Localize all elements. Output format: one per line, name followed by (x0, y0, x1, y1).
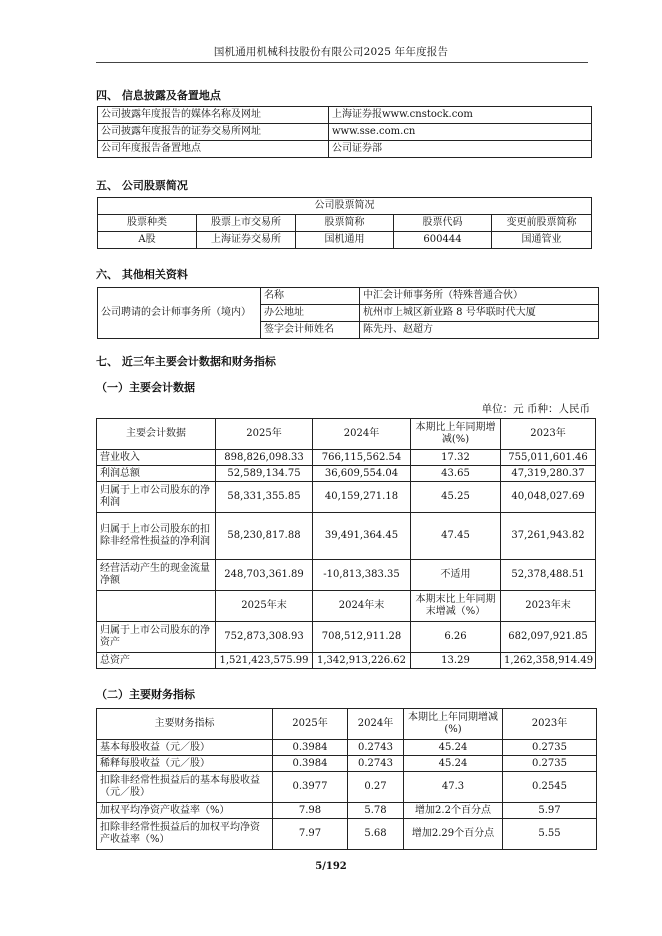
stock-table (97, 197, 592, 249)
table-cell: 公司披露年度报告的媒体名称及网址 (98, 107, 329, 124)
table-header: 2024年 (348, 709, 404, 740)
table-cell: -10,813,383.35 (313, 560, 411, 591)
table-cell: 0.3984 (273, 740, 348, 756)
section5-title: 五、 公司股票简况 (96, 179, 188, 192)
table-cell: 766,115,562.54 (313, 450, 411, 466)
table-cell: 755,011,601.46 (501, 450, 596, 466)
table-cell: 增加2.2个百分点 (404, 803, 503, 819)
table-cell: 基本每股收益（元／股） (97, 740, 273, 756)
table-cell: 52,378,488.51 (501, 560, 596, 591)
auditor-label: 公司聘请的会计师事务所（境内） (98, 288, 261, 339)
table-cell: 7.98 (273, 803, 348, 819)
table-header: 2024年 (313, 419, 411, 450)
table-header: 2023年 (503, 709, 597, 740)
table-cell: 中汇会计师事务所（特殊普通合伙） (360, 288, 599, 305)
table-cell: 0.2735 (503, 740, 597, 756)
table-cell: 公司披露年度报告的证券交易所网址 (98, 124, 329, 141)
table-cell: 898,826,098.33 (216, 450, 313, 466)
table-cell: 752,873,308.93 (216, 622, 313, 653)
report-header: 国机通用机械科技股份有限公司2025 年年度报告 (213, 46, 449, 58)
table-cell: 上海证券报www.cnstock.com (329, 107, 592, 124)
table-header: 本期末比上年同期末增减（%） (411, 591, 501, 622)
table-cell: 扣除非经常性损益后的基本每股收益（元／股） (97, 772, 273, 803)
table-cell: 13.29 (411, 653, 501, 669)
accounting-data-table (96, 418, 596, 669)
table-cell: 5.97 (503, 803, 597, 819)
table-header: 股票简称 (296, 215, 394, 232)
table-cell: 36,609,554.04 (313, 466, 411, 482)
table-cell: 40,159,271.18 (313, 482, 411, 513)
table-cell: 58,331,355.85 (216, 482, 313, 513)
table-header: 股票上市交易所 (197, 215, 296, 232)
table-cell: 5.78 (348, 803, 404, 819)
table-header (97, 591, 216, 622)
table-cell: 39,491,364.45 (313, 513, 411, 560)
table-cell: 归属于上市公司股东的扣除非经常性损益的净利润 (97, 513, 216, 560)
table-header: 本期比上年同期增减(%) (411, 419, 501, 450)
table-cell: 47.45 (411, 513, 501, 560)
section7-title: 七、 近三年主要会计数据和财务指标 (96, 355, 276, 368)
table-cell: 248,703,361.89 (216, 560, 313, 591)
table-cell: 公司年度报告备置地点 (98, 141, 329, 158)
table-cell: 1,262,358,914.49 (501, 653, 596, 669)
table-header: 2025年 (216, 419, 313, 450)
table-cell: 37,261,943.82 (501, 513, 596, 560)
table-cell: 名称 (261, 288, 360, 305)
table-cell: 0.27 (348, 772, 404, 803)
table-cell: 43.65 (411, 466, 501, 482)
disclosure-table (97, 106, 592, 158)
table-cell: 不适用 (411, 560, 501, 591)
table-cell: 加权平均净资产收益率（%） (97, 803, 273, 819)
table-cell: 1,342,913,226.62 (313, 653, 411, 669)
table-cell: 17.32 (411, 450, 501, 466)
table-cell: 6.26 (411, 622, 501, 653)
table-cell: 0.2735 (503, 756, 597, 772)
stock-table-caption: 公司股票简况 (98, 198, 592, 215)
table-cell: 0.2545 (503, 772, 597, 803)
table-cell: 0.2743 (348, 740, 404, 756)
table-cell: www.sse.com.cn (329, 124, 592, 141)
table-cell: 国机通用 (296, 232, 394, 249)
table-cell: 杭州市上城区新业路 8 号华联时代大厦 (360, 305, 599, 322)
table-cell: 708,512,911.28 (313, 622, 411, 653)
table-cell: 45.24 (404, 756, 503, 772)
page-number: 5/192 (315, 861, 347, 872)
table-cell: 经营活动产生的现金流量净额 (97, 560, 216, 591)
table-cell: 0.3977 (273, 772, 348, 803)
table-cell: 5.55 (503, 819, 597, 850)
table-cell: 总资产 (97, 653, 216, 669)
table-header: 主要财务指标 (97, 709, 273, 740)
table-cell: 7.97 (273, 819, 348, 850)
subsection-accounting-title: （一）主要会计数据 (96, 381, 195, 394)
table-cell: 47.3 (404, 772, 503, 803)
table-header: 变更前股票简称 (492, 215, 592, 232)
table-cell: 52,589,134.75 (216, 466, 313, 482)
table-cell: 国通管业 (492, 232, 592, 249)
table-cell: 上海证券交易所 (197, 232, 296, 249)
section4-title: 四、 信息披露及备置地点 (96, 89, 221, 102)
table-header: 2025年末 (216, 591, 313, 622)
table-cell: 利润总额 (97, 466, 216, 482)
table-cell: 营业收入 (97, 450, 216, 466)
table-cell: 45.25 (411, 482, 501, 513)
table-cell: 陈先丹、赵超方 (360, 322, 599, 339)
table-cell: 签字会计师姓名 (261, 322, 360, 339)
table-header: 2023年末 (501, 591, 596, 622)
table-cell: 稀释每股收益（元／股） (97, 756, 273, 772)
unit-label: 单位：元 币种：人民币 (481, 403, 590, 415)
table-cell: A股 (98, 232, 197, 249)
table-cell: 5.68 (348, 819, 404, 850)
table-cell: 归属于上市公司股东的净资产 (97, 622, 216, 653)
subsection-financial-title: （二）主要财务指标 (96, 688, 195, 701)
table-header: 2024年末 (313, 591, 411, 622)
auditor-table (97, 287, 599, 339)
table-cell: 682,097,921.85 (501, 622, 596, 653)
section6-title: 六、 其他相关资料 (96, 268, 188, 281)
table-header: 主要会计数据 (97, 419, 216, 450)
table-cell: 45.24 (404, 740, 503, 756)
table-header: 股票种类 (98, 215, 197, 232)
table-cell: 600444 (394, 232, 492, 249)
table-cell: 扣除非经常性损益后的加权平均净资产收益率（%） (97, 819, 273, 850)
financial-indicators-table (96, 708, 597, 850)
table-cell: 0.2743 (348, 756, 404, 772)
table-cell: 47,319,280.37 (501, 466, 596, 482)
table-header: 2023年 (501, 419, 596, 450)
table-header: 股票代码 (394, 215, 492, 232)
header-divider (96, 62, 588, 63)
table-cell: 0.3984 (273, 756, 348, 772)
table-cell: 公司证券部 (329, 141, 592, 158)
table-cell: 40,048,027.69 (501, 482, 596, 513)
table-header: 2025年 (273, 709, 348, 740)
table-cell: 办公地址 (261, 305, 360, 322)
table-cell: 归属于上市公司股东的净利润 (97, 482, 216, 513)
table-cell: 增加2.29个百分点 (404, 819, 503, 850)
table-header: 本期比上年同期增减(%) (404, 709, 503, 740)
table-cell: 1,521,423,575.99 (216, 653, 313, 669)
table-cell: 58,230,817.88 (216, 513, 313, 560)
